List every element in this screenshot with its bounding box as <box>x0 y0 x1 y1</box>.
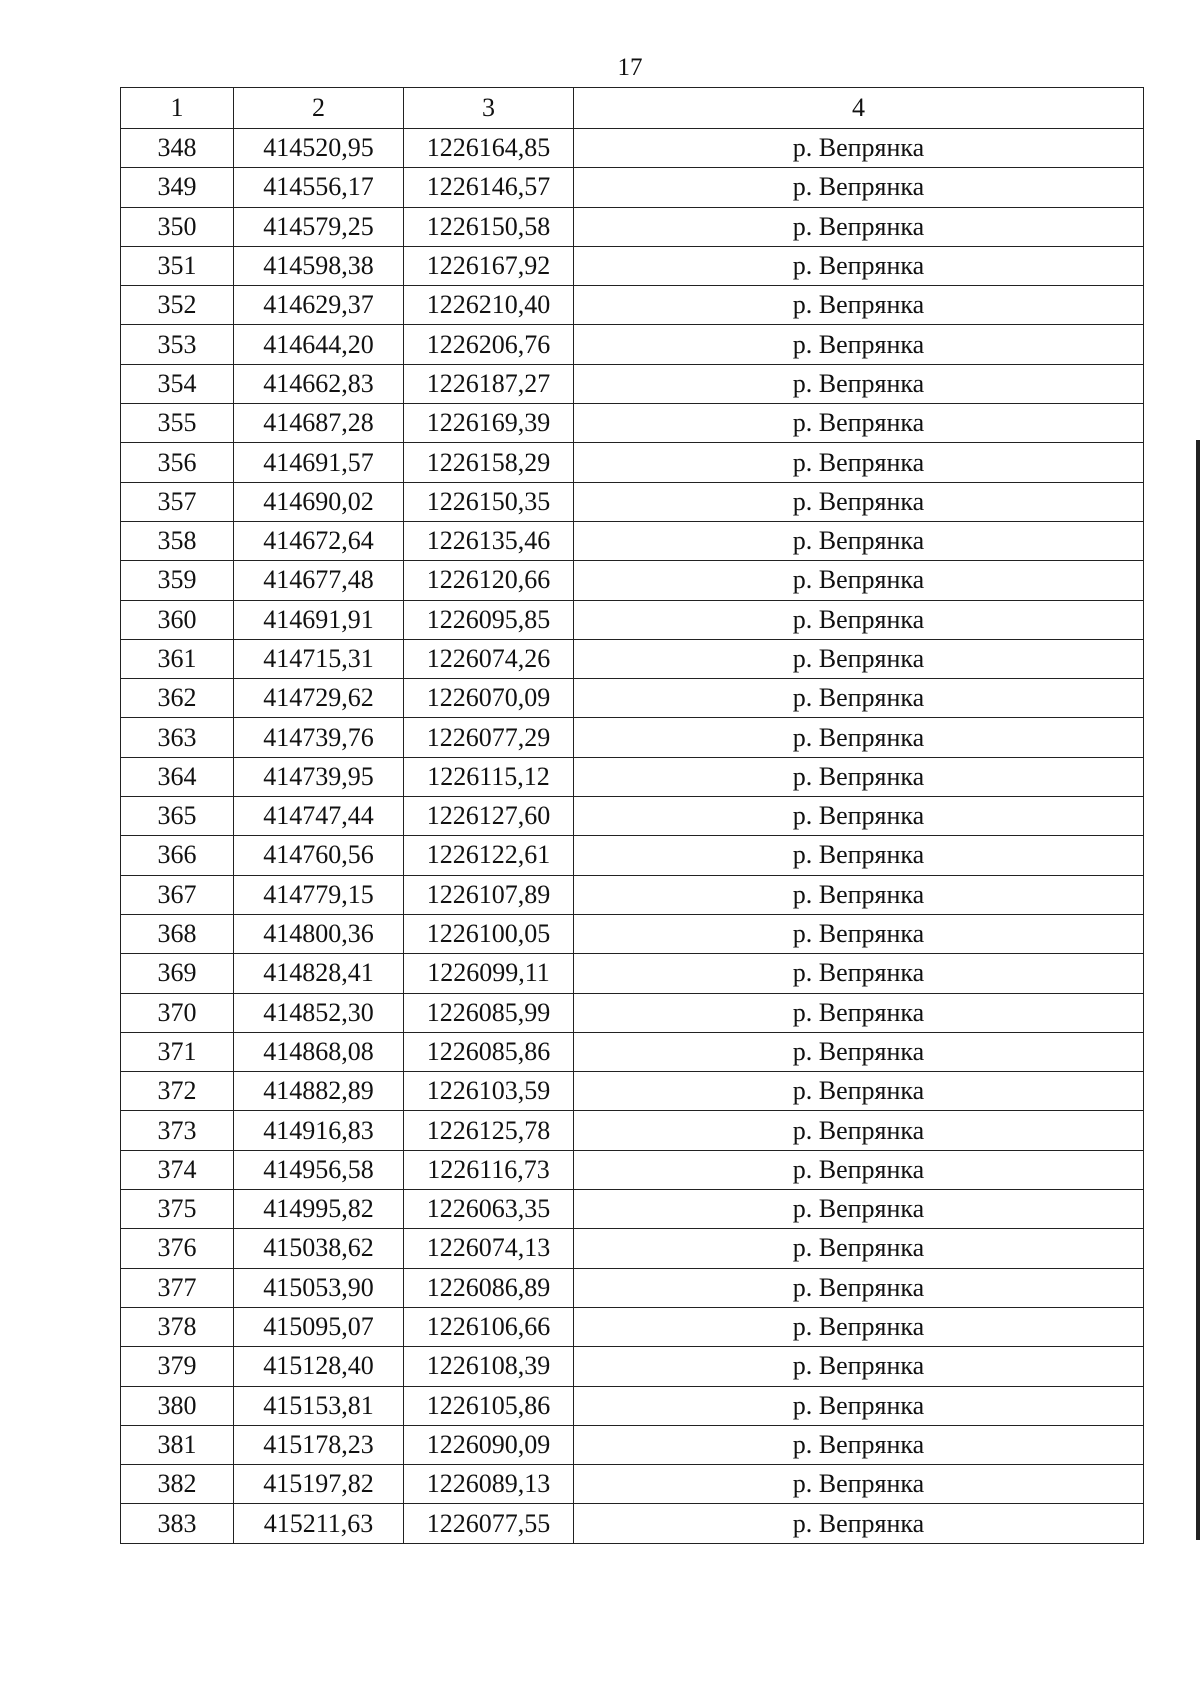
description-cell: р. Вепрянка <box>574 129 1144 168</box>
point-number-cell: 360 <box>121 600 234 639</box>
point-number-cell: 355 <box>121 404 234 443</box>
y-coordinate-cell: 1226169,39 <box>404 404 574 443</box>
x-coordinate-cell: 414760,56 <box>234 836 404 875</box>
point-number-cell: 351 <box>121 246 234 285</box>
y-coordinate-cell: 1226089,13 <box>404 1465 574 1504</box>
description-cell: р. Вепрянка <box>574 1229 1144 1268</box>
x-coordinate-cell: 415178,23 <box>234 1425 404 1464</box>
x-coordinate-cell: 414800,36 <box>234 914 404 953</box>
column-header-3: 3 <box>404 88 574 129</box>
table-row <box>121 404 1144 443</box>
point-number-cell: 365 <box>121 797 234 836</box>
x-coordinate-cell: 414729,62 <box>234 679 404 718</box>
point-number-cell: 366 <box>121 836 234 875</box>
table-row <box>121 1425 1144 1464</box>
point-number-cell: 376 <box>121 1229 234 1268</box>
y-coordinate-cell: 1226187,27 <box>404 364 574 403</box>
y-coordinate-cell: 1226077,55 <box>404 1504 574 1543</box>
table-row <box>121 914 1144 953</box>
x-coordinate-cell: 415197,82 <box>234 1465 404 1504</box>
table-row <box>121 482 1144 521</box>
description-cell: р. Вепрянка <box>574 521 1144 560</box>
table-row <box>121 718 1144 757</box>
description-cell: р. Вепрянка <box>574 679 1144 718</box>
table-row <box>121 1072 1144 1111</box>
point-number-cell: 356 <box>121 443 234 482</box>
table-row <box>121 1268 1144 1307</box>
y-coordinate-cell: 1226150,35 <box>404 482 574 521</box>
point-number-cell: 383 <box>121 1504 234 1543</box>
x-coordinate-cell: 414739,95 <box>234 757 404 796</box>
table-row <box>121 1465 1144 1504</box>
description-cell: р. Вепрянка <box>574 246 1144 285</box>
x-coordinate-cell: 414672,64 <box>234 521 404 560</box>
y-coordinate-cell: 1226100,05 <box>404 914 574 953</box>
y-coordinate-cell: 1226164,85 <box>404 129 574 168</box>
x-coordinate-cell: 414715,31 <box>234 639 404 678</box>
y-coordinate-cell: 1226077,29 <box>404 718 574 757</box>
description-cell: р. Вепрянка <box>574 1190 1144 1229</box>
y-coordinate-cell: 1226125,78 <box>404 1111 574 1150</box>
point-number-cell: 378 <box>121 1307 234 1346</box>
x-coordinate-cell: 414691,57 <box>234 443 404 482</box>
description-cell: р. Вепрянка <box>574 639 1144 678</box>
y-coordinate-cell: 1226115,12 <box>404 757 574 796</box>
point-number-cell: 381 <box>121 1425 234 1464</box>
description-cell: р. Вепрянка <box>574 561 1144 600</box>
table-row <box>121 246 1144 285</box>
point-number-cell: 373 <box>121 1111 234 1150</box>
y-coordinate-cell: 1226074,13 <box>404 1229 574 1268</box>
table-row <box>121 757 1144 796</box>
point-number-cell: 348 <box>121 129 234 168</box>
y-coordinate-cell: 1226095,85 <box>404 600 574 639</box>
x-coordinate-cell: 414779,15 <box>234 875 404 914</box>
point-number-cell: 352 <box>121 286 234 325</box>
point-number-cell: 358 <box>121 521 234 560</box>
description-cell: р. Вепрянка <box>574 797 1144 836</box>
description-cell: р. Вепрянка <box>574 482 1144 521</box>
scan-edge-shadow <box>1196 440 1200 1540</box>
description-cell: р. Вепрянка <box>574 1425 1144 1464</box>
description-cell: р. Вепрянка <box>574 1032 1144 1071</box>
table-row <box>121 443 1144 482</box>
description-cell: р. Вепрянка <box>574 1347 1144 1386</box>
page-number: 17 <box>617 54 643 81</box>
x-coordinate-cell: 414995,82 <box>234 1190 404 1229</box>
point-number-cell: 382 <box>121 1465 234 1504</box>
point-number-cell: 371 <box>121 1032 234 1071</box>
x-coordinate-cell: 414520,95 <box>234 129 404 168</box>
x-coordinate-cell: 414828,41 <box>234 954 404 993</box>
x-coordinate-cell: 415153,81 <box>234 1386 404 1425</box>
y-coordinate-cell: 1226150,58 <box>404 207 574 246</box>
x-coordinate-cell: 414956,58 <box>234 1150 404 1189</box>
y-coordinate-cell: 1226120,66 <box>404 561 574 600</box>
description-cell: р. Вепрянка <box>574 600 1144 639</box>
description-cell: р. Вепрянка <box>574 286 1144 325</box>
point-number-cell: 359 <box>121 561 234 600</box>
y-coordinate-cell: 1226085,99 <box>404 993 574 1032</box>
table-row <box>121 1032 1144 1071</box>
table-row <box>121 600 1144 639</box>
x-coordinate-cell: 415038,62 <box>234 1229 404 1268</box>
table-row <box>121 993 1144 1032</box>
description-cell: р. Вепрянка <box>574 1268 1144 1307</box>
description-cell: р. Вепрянка <box>574 1111 1144 1150</box>
table-row <box>121 1504 1144 1543</box>
table-row <box>121 1386 1144 1425</box>
description-cell: р. Вепрянка <box>574 325 1144 364</box>
y-coordinate-cell: 1226206,76 <box>404 325 574 364</box>
point-number-cell: 369 <box>121 954 234 993</box>
point-number-cell: 380 <box>121 1386 234 1425</box>
point-number-cell: 350 <box>121 207 234 246</box>
table-row <box>121 286 1144 325</box>
point-number-cell: 374 <box>121 1150 234 1189</box>
point-number-cell: 361 <box>121 639 234 678</box>
x-coordinate-cell: 414579,25 <box>234 207 404 246</box>
y-coordinate-cell: 1226108,39 <box>404 1347 574 1386</box>
point-number-cell: 364 <box>121 757 234 796</box>
column-header-2: 2 <box>234 88 404 129</box>
coordinates-table <box>120 87 1144 1544</box>
x-coordinate-cell: 414852,30 <box>234 993 404 1032</box>
table-row <box>121 875 1144 914</box>
table-row <box>121 1307 1144 1346</box>
point-number-cell: 367 <box>121 875 234 914</box>
point-number-cell: 354 <box>121 364 234 403</box>
description-cell: р. Вепрянка <box>574 1307 1144 1346</box>
table-row <box>121 1347 1144 1386</box>
point-number-cell: 375 <box>121 1190 234 1229</box>
point-number-cell: 362 <box>121 679 234 718</box>
table-row <box>121 168 1144 207</box>
x-coordinate-cell: 415128,40 <box>234 1347 404 1386</box>
table-row <box>121 1150 1144 1189</box>
column-header-1: 1 <box>121 88 234 129</box>
y-coordinate-cell: 1226106,66 <box>404 1307 574 1346</box>
table-row <box>121 954 1144 993</box>
point-number-cell: 368 <box>121 914 234 953</box>
description-cell: р. Вепрянка <box>574 168 1144 207</box>
x-coordinate-cell: 414882,89 <box>234 1072 404 1111</box>
table-row <box>121 639 1144 678</box>
table-row <box>121 1111 1144 1150</box>
description-cell: р. Вепрянка <box>574 954 1144 993</box>
x-coordinate-cell: 414644,20 <box>234 325 404 364</box>
table-row <box>121 797 1144 836</box>
x-coordinate-cell: 414690,02 <box>234 482 404 521</box>
table-row <box>121 521 1144 560</box>
table-row <box>121 364 1144 403</box>
description-cell: р. Вепрянка <box>574 1072 1144 1111</box>
x-coordinate-cell: 414916,83 <box>234 1111 404 1150</box>
table-row <box>121 679 1144 718</box>
table-row <box>121 207 1144 246</box>
y-coordinate-cell: 1226116,73 <box>404 1150 574 1189</box>
description-cell: р. Вепрянка <box>574 1150 1144 1189</box>
description-cell: р. Вепрянка <box>574 718 1144 757</box>
point-number-cell: 349 <box>121 168 234 207</box>
description-cell: р. Вепрянка <box>574 404 1144 443</box>
y-coordinate-cell: 1226074,26 <box>404 639 574 678</box>
y-coordinate-cell: 1226105,86 <box>404 1386 574 1425</box>
x-coordinate-cell: 414598,38 <box>234 246 404 285</box>
y-coordinate-cell: 1226099,11 <box>404 954 574 993</box>
point-number-cell: 379 <box>121 1347 234 1386</box>
x-coordinate-cell: 414747,44 <box>234 797 404 836</box>
point-number-cell: 370 <box>121 993 234 1032</box>
y-coordinate-cell: 1226135,46 <box>404 521 574 560</box>
table-row <box>121 561 1144 600</box>
description-cell: р. Вепрянка <box>574 1386 1144 1425</box>
description-cell: р. Вепрянка <box>574 757 1144 796</box>
point-number-cell: 353 <box>121 325 234 364</box>
x-coordinate-cell: 414629,37 <box>234 286 404 325</box>
x-coordinate-cell: 414691,91 <box>234 600 404 639</box>
description-cell: р. Вепрянка <box>574 207 1144 246</box>
y-coordinate-cell: 1226167,92 <box>404 246 574 285</box>
table-row <box>121 1229 1144 1268</box>
description-cell: р. Вепрянка <box>574 836 1144 875</box>
x-coordinate-cell: 414677,48 <box>234 561 404 600</box>
table-row <box>121 325 1144 364</box>
point-number-cell: 377 <box>121 1268 234 1307</box>
description-cell: р. Вепрянка <box>574 875 1144 914</box>
y-coordinate-cell: 1226107,89 <box>404 875 574 914</box>
description-cell: р. Вепрянка <box>574 1465 1144 1504</box>
x-coordinate-cell: 415211,63 <box>234 1504 404 1543</box>
y-coordinate-cell: 1226210,40 <box>404 286 574 325</box>
point-number-cell: 363 <box>121 718 234 757</box>
y-coordinate-cell: 1226158,29 <box>404 443 574 482</box>
table-header-row <box>121 88 1144 129</box>
description-cell: р. Вепрянка <box>574 914 1144 953</box>
y-coordinate-cell: 1226127,60 <box>404 797 574 836</box>
x-coordinate-cell: 414687,28 <box>234 404 404 443</box>
y-coordinate-cell: 1226103,59 <box>404 1072 574 1111</box>
point-number-cell: 357 <box>121 482 234 521</box>
y-coordinate-cell: 1226086,89 <box>404 1268 574 1307</box>
y-coordinate-cell: 1226090,09 <box>404 1425 574 1464</box>
description-cell: р. Вепрянка <box>574 443 1144 482</box>
x-coordinate-cell: 415053,90 <box>234 1268 404 1307</box>
table-row <box>121 1190 1144 1229</box>
x-coordinate-cell: 414556,17 <box>234 168 404 207</box>
y-coordinate-cell: 1226122,61 <box>404 836 574 875</box>
table-row <box>121 129 1144 168</box>
y-coordinate-cell: 1226070,09 <box>404 679 574 718</box>
x-coordinate-cell: 415095,07 <box>234 1307 404 1346</box>
column-header-4: 4 <box>574 88 1144 129</box>
y-coordinate-cell: 1226063,35 <box>404 1190 574 1229</box>
description-cell: р. Вепрянка <box>574 993 1144 1032</box>
table-body <box>121 129 1144 1544</box>
point-number-cell: 372 <box>121 1072 234 1111</box>
x-coordinate-cell: 414739,76 <box>234 718 404 757</box>
x-coordinate-cell: 414662,83 <box>234 364 404 403</box>
y-coordinate-cell: 1226146,57 <box>404 168 574 207</box>
description-cell: р. Вепрянка <box>574 1504 1144 1543</box>
description-cell: р. Вепрянка <box>574 364 1144 403</box>
x-coordinate-cell: 414868,08 <box>234 1032 404 1071</box>
table-row <box>121 836 1144 875</box>
y-coordinate-cell: 1226085,86 <box>404 1032 574 1071</box>
